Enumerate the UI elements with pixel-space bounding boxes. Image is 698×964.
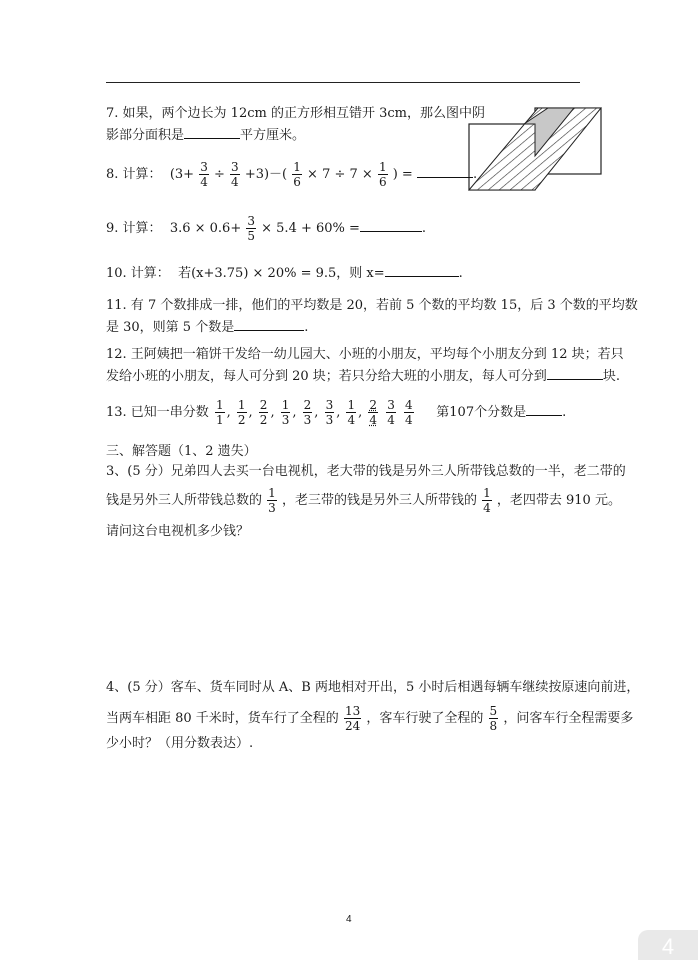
p3-fraction-2: $\frac{1}{4}$ [483,486,491,515]
q10-answer-blank[interactable] [385,262,459,277]
q8-part1: (3+ [169,167,195,182]
q13-fraction: $\frac{1}{3}$ [281,398,290,427]
q13-fraction: $\frac{1}{1}$ [215,398,224,427]
q13-label: 13. 已知一串分数 [106,405,209,420]
question-12 [106,345,624,387]
q13-fraction: $\frac{2}{4}$ [369,398,378,427]
q13-fraction: $\frac{2}{2}$ [259,398,268,427]
q9-label: 9. 计算： [106,221,162,236]
q12-line2 [106,365,624,387]
p3-text-a: 钱是另外三人所带钱总数的 [106,493,263,508]
q9-end: . [421,221,427,236]
p4-fraction-1: $\frac{13}{24}$ [344,704,361,733]
overlapping-squares-figure [468,106,604,196]
q9-part1: 3.6 × 0.6+ [169,221,242,236]
problem-3-line2 [106,486,621,515]
problem-4-line2 [106,704,633,733]
q8-part2: +3)－( [244,167,288,182]
p4-text-b: ，客车行驶了全程的 [366,711,484,726]
q8-answer-blank[interactable] [417,163,473,178]
q10-text: 若(x+3.75) × 20% = 9.5，则 x= [178,266,385,281]
q10-end: . [458,266,463,281]
page-number: 4 [346,914,352,925]
header-rule [106,82,580,83]
q11-line2 [106,316,638,338]
q11-text: 是 30，则第 5 个数是 [106,320,235,335]
q12-answer-blank[interactable] [547,365,603,380]
q8-fraction-3: $\frac{1}{6}$ [293,160,301,189]
q8-fraction-4: $\frac{1}{6}$ [378,160,387,189]
q10-label: 10. 计算： [106,266,170,281]
question-7 [106,104,485,146]
corner-badge: 4 [638,930,698,960]
q13-fraction: $\frac{1}{4}$ [347,398,356,427]
q8-fraction-2: $\frac{3}{4}$ [231,160,239,189]
problem-4-line3: 少小时？（用分数表达）. [106,736,254,751]
question-10 [106,262,463,284]
p4-fraction-2: $\frac{5}{8}$ [489,704,498,733]
q13-answer-blank[interactable] [526,401,562,416]
q13-fraction: $\frac{1}{2}$ [237,398,246,427]
p3-fraction-1: $\frac{1}{3}$ [268,486,276,515]
q8-label: 8. 计算： [106,167,162,182]
q13-ask: 第107个分数是 [436,405,527,420]
question-8 [106,160,477,189]
q8-op1: ÷ [213,167,225,182]
q11-answer-blank[interactable] [234,316,304,331]
q8-end: . [472,167,478,182]
p3-text-c: ，老四带去 910 元。 [496,493,621,508]
q9-answer-blank[interactable] [360,217,422,232]
q13-fraction: $\frac{3}{3}$ [325,398,334,427]
question-11 [106,296,638,338]
p3-text-b: ，老三带的钱是另外三人所带钱的 [281,493,477,508]
p4-text-c: ，问客车行全程需要多 [503,711,634,726]
q7-line1: 7. 如果，两个边长为 12cm 的正方形相互错开 3cm，那么图中阴 [106,106,485,121]
question-13: 13. 已知一串分数 $\frac{1}{1}$ , $\frac{1}{2}$ , $\frac{2}{2}$ , $\frac{1}{3}$ , $\frac{2}{3}$ , $\frac{3}{3}$ , $\frac{1}{4}$ , $\frac{2}{4}$ $\frac{3}{4}$ $\frac{4}{4}$ 第107个分数是 . [106,398,567,427]
q7-text: 影部分面积是 [106,128,185,143]
q13-fraction: $\frac{2}{3}$ [303,398,312,427]
q7-line2 [106,124,485,146]
q7-unit: 平方厘米。 [240,128,306,143]
q13-fraction: $\frac{3}{4}$ [387,398,395,427]
question-9 [106,214,426,243]
problem-3-line1: 3、(5 分）兄弟四人去买一台电视机，老大带的钱是另外三人所带钱总数的一半，老二带的 [106,464,626,479]
q8-part3: ) = [392,167,413,182]
q13-end: . [562,405,567,420]
q9-part2: × 5.4 + 60% = [261,221,360,236]
problem-4-line1: 4、(5 分）客车、货车同时从 A、B 两地相对开出，5 小时后相遇每辆车继续按原速向前进， [106,680,640,695]
q11-line1: 11. 有 7 个数排成一排，他们的平均数是 20，若前 5 个数的平均数 15，后 3 个数的平均数 [106,298,638,313]
q12-unit: 块. [602,369,620,384]
section-3-heading: 三、解答题（1、2 遗失） [106,444,257,459]
q7-answer-blank[interactable] [184,124,240,139]
q8-fraction-1: $\frac{3}{4}$ [200,160,208,189]
q8-op2: × 7 ÷ 7 × [307,167,373,182]
q11-end: . [304,320,309,335]
problem-3-line3: 请问这台电视机多少钱？ [106,524,250,539]
q13-fraction: $\frac{4}{4}$ [404,398,413,427]
q12-line1: 12. 王阿姨把一箱饼干发给一幼儿园大、小班的小朋友，平均每个小朋友分到 12 块；若只 [106,347,624,362]
p4-text-a: 当两车相距 80 千米时，货车行了全程的 [106,711,339,726]
q9-fraction: $\frac{3}{5}$ [247,214,255,243]
q12-text: 发给小班的小朋友，每人可分到 20 块；若只分给大班的小朋友，每人可分到 [106,369,547,384]
